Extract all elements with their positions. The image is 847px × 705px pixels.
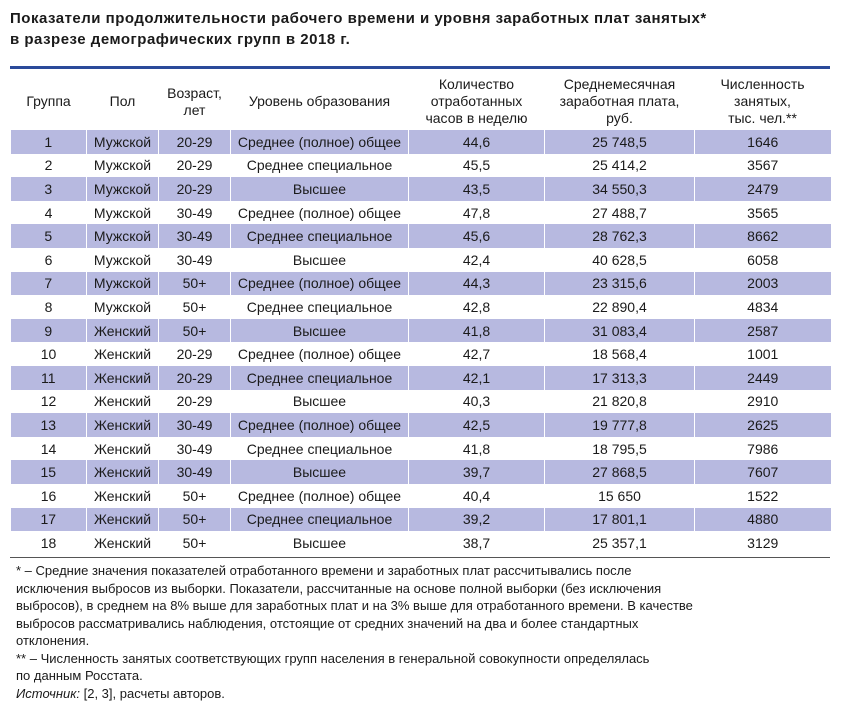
header-salary: Среднемесячная заработная плата, руб. — [559, 76, 680, 126]
cell-count: 2449 — [695, 366, 831, 390]
cell-age: 30-49 — [159, 413, 231, 437]
footnote-2-line-2: по данным Росстата. — [16, 668, 143, 683]
cell-group: 1 — [11, 130, 87, 154]
cell-age: 30-49 — [159, 248, 231, 272]
table-row — [11, 531, 831, 555]
cell-hours: 44,6 — [409, 130, 545, 154]
cell-group: 14 — [11, 437, 87, 461]
cell-age: 20-29 — [159, 390, 231, 414]
cell-age: 20-29 — [159, 177, 231, 201]
cell-education: Высшее — [231, 319, 409, 343]
cell-sex: Мужской — [87, 248, 159, 272]
cell-hours: 41,8 — [409, 437, 545, 461]
cell-hours: 47,8 — [409, 201, 545, 225]
cell-count: 1646 — [695, 130, 831, 154]
source-note — [16, 685, 836, 703]
table-row — [11, 272, 831, 296]
cell-hours: 42,1 — [409, 366, 545, 390]
cell-group: 5 — [11, 224, 87, 248]
cell-age: 50+ — [159, 508, 231, 532]
cell-count: 7607 — [695, 460, 831, 484]
footnote-1-line-2: исключения выбросов из выборки. Показатели, рассчитанные на основе полной выборки (без исключения — [16, 580, 662, 596]
cell-sex: Женский — [87, 319, 159, 343]
cell-count: 4834 — [695, 295, 831, 319]
title-line-2: в разрезе демографических групп в 2018 г. — [10, 31, 351, 48]
cell-group: 13 — [11, 413, 87, 437]
table-row — [11, 484, 831, 508]
cell-count: 2003 — [695, 272, 831, 296]
cell-education: Высшее — [231, 460, 409, 484]
table-row — [11, 366, 831, 390]
cell-salary: 15 650 — [545, 484, 695, 508]
cell-education: Высшее — [231, 248, 409, 272]
table-row — [11, 508, 831, 532]
cell-age: 20-29 — [159, 154, 231, 178]
cell-salary: 31 083,4 — [545, 319, 695, 343]
cell-age: 50+ — [159, 531, 231, 555]
cell-salary: 34 550,3 — [545, 177, 695, 201]
cell-salary: 27 868,5 — [545, 460, 695, 484]
cell-count: 1001 — [695, 342, 831, 366]
cell-education: Среднее специальное — [231, 508, 409, 532]
cell-group: 18 — [11, 531, 87, 555]
table-row — [11, 460, 831, 484]
cell-salary: 17 801,1 — [545, 508, 695, 532]
footnotes — [16, 562, 836, 702]
header-rule — [10, 66, 830, 69]
cell-hours: 42,8 — [409, 295, 545, 319]
cell-salary: 25 748,5 — [545, 130, 695, 154]
cell-age: 50+ — [159, 484, 231, 508]
cell-age: 50+ — [159, 295, 231, 319]
cell-group: 10 — [11, 342, 87, 366]
cell-education: Высшее — [231, 390, 409, 414]
cell-hours: 43,5 — [409, 177, 545, 201]
header-group: Группа — [26, 93, 71, 109]
cell-salary: 21 820,8 — [545, 390, 695, 414]
cell-sex: Женский — [87, 437, 159, 461]
cell-hours: 39,2 — [409, 508, 545, 532]
data-table — [10, 73, 831, 555]
cell-salary: 27 488,7 — [545, 201, 695, 225]
header-row — [11, 73, 831, 130]
cell-age: 50+ — [159, 319, 231, 343]
cell-education: Среднее (полное) общее — [231, 413, 409, 437]
cell-group: 3 — [11, 177, 87, 201]
table-row — [11, 130, 831, 154]
cell-sex: Женский — [87, 508, 159, 532]
footnote-2-line-1: ** – Численность занятых соответствующих групп населения в генеральной совокупности определялась — [16, 650, 650, 666]
cell-group: 17 — [11, 508, 87, 532]
table-body — [11, 130, 831, 555]
cell-salary: 19 777,8 — [545, 413, 695, 437]
cell-age: 30-49 — [159, 201, 231, 225]
cell-education: Высшее — [231, 177, 409, 201]
cell-age: 30-49 — [159, 224, 231, 248]
table-row — [11, 248, 831, 272]
table-row — [11, 319, 831, 343]
cell-sex: Женский — [87, 342, 159, 366]
source-label: Источник: — [16, 685, 80, 701]
cell-group: 9 — [11, 319, 87, 343]
cell-count: 2625 — [695, 413, 831, 437]
cell-group: 2 — [11, 154, 87, 178]
footnote-1-line-3: выбросов), в среднем на 8% выше для заработных плат и на 3% выше для отработанного времени. В качестве — [16, 598, 693, 613]
cell-count: 2479 — [695, 177, 831, 201]
cell-age: 30-49 — [159, 437, 231, 461]
cell-count: 3565 — [695, 201, 831, 225]
cell-group: 12 — [11, 390, 87, 414]
cell-age: 30-49 — [159, 460, 231, 484]
cell-sex: Мужской — [87, 295, 159, 319]
header-sex: Пол — [109, 93, 136, 109]
cell-sex: Мужской — [87, 201, 159, 225]
cell-education: Среднее (полное) общее — [231, 201, 409, 225]
footnote-1-line-5: отклонения. — [16, 633, 90, 648]
cell-salary: 25 414,2 — [545, 154, 695, 178]
cell-hours: 38,7 — [409, 531, 545, 555]
table-row — [11, 437, 831, 461]
cell-education: Среднее (полное) общее — [231, 272, 409, 296]
cell-group: 16 — [11, 484, 87, 508]
cell-age: 20-29 — [159, 130, 231, 154]
source-text: [2, 3], расчеты авторов. — [80, 685, 225, 701]
cell-education: Среднее специальное — [231, 154, 409, 178]
cell-count: 6058 — [695, 248, 831, 272]
cell-education: Среднее специальное — [231, 437, 409, 461]
cell-education: Среднее (полное) общее — [231, 342, 409, 366]
cell-salary: 22 890,4 — [545, 295, 695, 319]
title-line-1: Показатели продолжительности рабочего времени и уровня заработных плат занятых* — [10, 10, 707, 27]
cell-age: 20-29 — [159, 366, 231, 390]
table-row — [11, 342, 831, 366]
cell-hours: 44,3 — [409, 272, 545, 296]
header-count: Численность занятых, тыс. чел.** — [720, 76, 805, 126]
cell-sex: Мужской — [87, 177, 159, 201]
cell-education: Среднее специальное — [231, 224, 409, 248]
table-row — [11, 177, 831, 201]
cell-sex: Женский — [87, 460, 159, 484]
cell-hours: 40,3 — [409, 390, 545, 414]
cell-sex: Мужской — [87, 154, 159, 178]
cell-age: 50+ — [159, 272, 231, 296]
cell-sex: Мужской — [87, 224, 159, 248]
header-hours: Количество отработанных часов в неделю — [425, 76, 528, 126]
cell-count: 1522 — [695, 484, 831, 508]
cell-count: 7986 — [695, 437, 831, 461]
cell-count: 3567 — [695, 154, 831, 178]
cell-hours: 41,8 — [409, 319, 545, 343]
cell-hours: 42,7 — [409, 342, 545, 366]
cell-sex: Женский — [87, 390, 159, 414]
cell-hours: 45,5 — [409, 154, 545, 178]
cell-hours: 40,4 — [409, 484, 545, 508]
cell-education: Среднее специальное — [231, 366, 409, 390]
table-row — [11, 390, 831, 414]
cell-sex: Женский — [87, 531, 159, 555]
cell-sex: Женский — [87, 413, 159, 437]
cell-education: Среднее специальное — [231, 295, 409, 319]
cell-group: 6 — [11, 248, 87, 272]
cell-group: 7 — [11, 272, 87, 296]
cell-count: 4880 — [695, 508, 831, 532]
cell-hours: 39,7 — [409, 460, 545, 484]
table-row — [11, 201, 831, 225]
cell-education: Среднее (полное) общее — [231, 130, 409, 154]
cell-salary: 28 762,3 — [545, 224, 695, 248]
cell-group: 11 — [11, 366, 87, 390]
cell-group: 4 — [11, 201, 87, 225]
footnote-1-line-4: выбросов рассматривались наблюдения, отстоящие от средних значений на два и более стандартных — [16, 615, 639, 631]
cell-hours: 42,5 — [409, 413, 545, 437]
cell-salary: 18 795,5 — [545, 437, 695, 461]
cell-count: 2587 — [695, 319, 831, 343]
cell-sex: Мужской — [87, 130, 159, 154]
cell-salary: 17 313,3 — [545, 366, 695, 390]
table-row — [11, 295, 831, 319]
cell-salary: 25 357,1 — [545, 531, 695, 555]
cell-sex: Мужской — [87, 272, 159, 296]
cell-group: 8 — [11, 295, 87, 319]
cell-education: Среднее (полное) общее — [231, 484, 409, 508]
cell-hours: 45,6 — [409, 224, 545, 248]
table-title — [10, 8, 840, 50]
cell-group: 15 — [11, 460, 87, 484]
cell-salary: 23 315,6 — [545, 272, 695, 296]
cell-count: 2910 — [695, 390, 831, 414]
header-education: Уровень образования — [248, 93, 391, 109]
table-row — [11, 224, 831, 248]
footnote-1-line-1: * – Средние значения показателей отработанного времени и заработных плат рассчитывались после — [16, 563, 632, 578]
cell-salary: 18 568,4 — [545, 342, 695, 366]
cell-education: Высшее — [231, 531, 409, 555]
cell-hours: 42,4 — [409, 248, 545, 272]
cell-age: 20-29 — [159, 342, 231, 366]
table-row — [11, 154, 831, 178]
cell-count: 8662 — [695, 224, 831, 248]
table-row — [11, 413, 831, 437]
cell-count: 3129 — [695, 531, 831, 555]
cell-sex: Женский — [87, 366, 159, 390]
table-bottom-rule — [10, 557, 830, 558]
cell-sex: Женский — [87, 484, 159, 508]
cell-salary: 40 628,5 — [545, 248, 695, 272]
header-age: Возраст, лет — [167, 84, 222, 118]
